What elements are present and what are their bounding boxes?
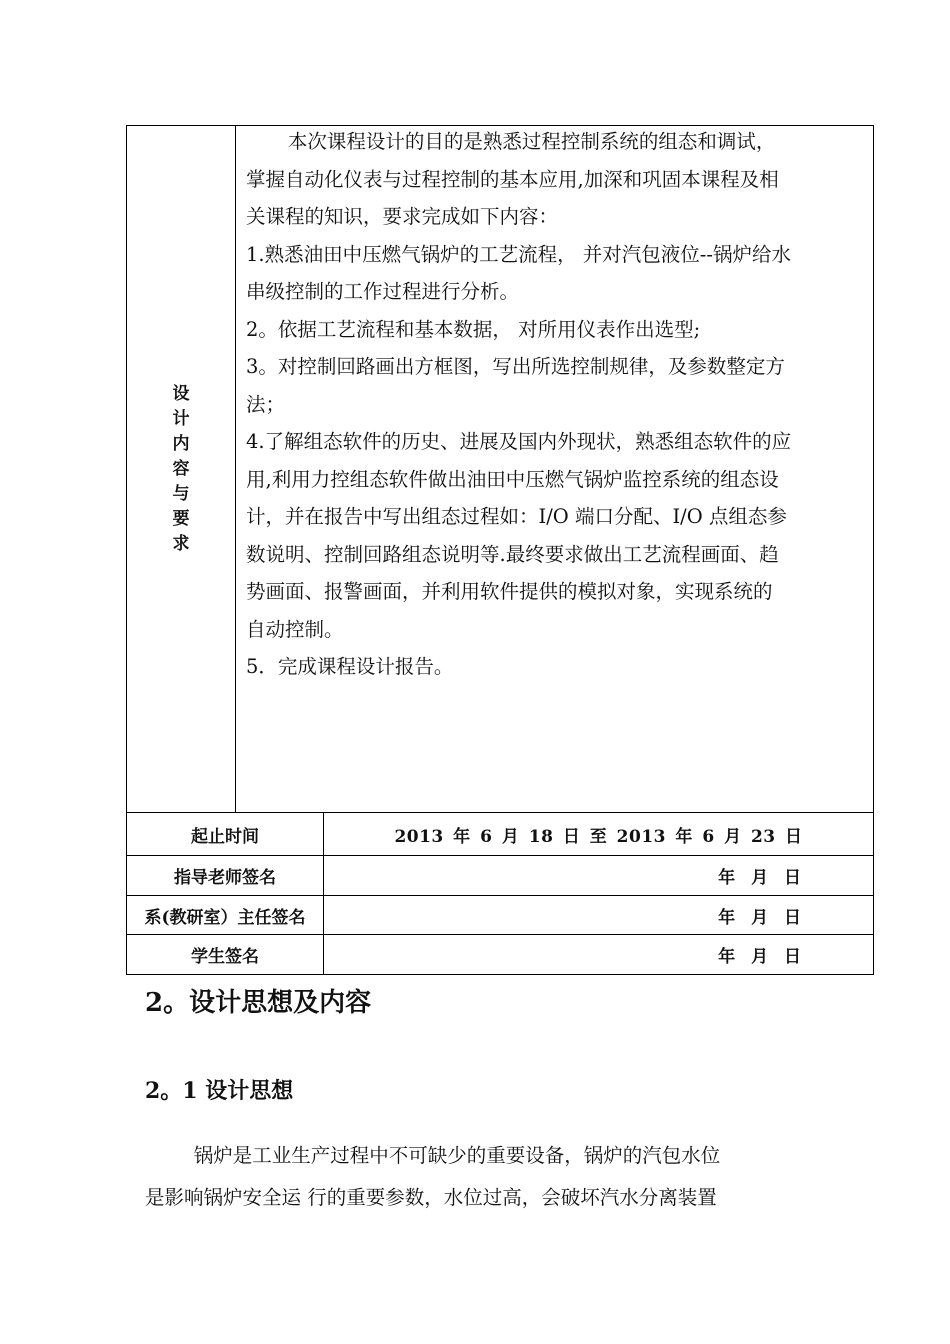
- content-line: 1.熟悉油田中压燃气锅炉的工艺流程， 并对汽包液位--锅炉给水: [246, 242, 791, 266]
- content-line: 2。依据工艺流程和基本数据， 对所用仪表作出选型;: [246, 317, 701, 341]
- period-label: 起止时间: [127, 813, 324, 856]
- period-value: 2013 年 6 月 18 日 至 2013 年 6 月 23 日: [324, 813, 874, 856]
- column-divider: [235, 126, 236, 812]
- requirements-label: 设计内容与要求: [172, 383, 190, 554]
- content-line: 关课程的知识，要求完成如下内容：: [246, 205, 559, 228]
- head-date: 年 月 日: [324, 896, 874, 935]
- content-line: 4.了解组态软件的历史、进展及国内外现状，熟悉组态软件的应: [246, 430, 792, 453]
- requirements-label-cell: [127, 126, 235, 812]
- paragraph-line: 锅炉是工业生产过程中不可缺少的重要设备，锅炉的汽包水位: [193, 1144, 721, 1167]
- content-line: 势画面、报警画面，并利用软件提供的模拟对象，实现系统的: [246, 580, 773, 603]
- content-line: 掌握自动化仪表与过程控制的基本应用,加深和巩固本课程及相: [246, 167, 779, 191]
- content-line: 用,利用力控组态软件做出油田中压燃气锅炉监控系统的组态设: [246, 467, 779, 491]
- section-paragraph: [145, 1135, 815, 1219]
- content-line: 自动控制。: [246, 617, 344, 641]
- period-row: [127, 813, 874, 856]
- advisor-row: [127, 856, 874, 896]
- advisor-label: 指导老师签名: [127, 856, 324, 896]
- head-row: [127, 896, 874, 935]
- section-heading: 2。设计思想及内容: [145, 988, 372, 1018]
- content-line: 本次课程设计的目的是熟悉过程控制系统的组态和调试，: [287, 130, 776, 153]
- head-label: 系(教研室）主任签名: [127, 896, 324, 935]
- student-row: [127, 935, 874, 975]
- content-line: 5．完成课程设计报告。: [246, 655, 454, 678]
- advisor-date: 年 月 日: [324, 856, 874, 896]
- signature-table: [126, 812, 874, 975]
- requirements-box: [126, 125, 874, 812]
- student-date: 年 月 日: [324, 935, 874, 975]
- requirements-content: [246, 123, 868, 686]
- section-subheading: 2。1 设计思想: [145, 1078, 294, 1104]
- content-line: 3。对控制回路画出方框图，写出所选控制规律，及参数整定方: [246, 355, 785, 378]
- paragraph-line: 是影响锅炉安全运 行的重要参数，水位过高，会破坏汽水分离装置: [145, 1186, 717, 1209]
- content-line: 法；: [246, 392, 286, 416]
- content-line: 串级控制的工作过程进行分析。: [246, 280, 520, 303]
- content-line: 数说明、控制回路组态说明等.最终要求做出工艺流程画面、趋: [246, 542, 779, 566]
- student-label: 学生签名: [127, 935, 324, 975]
- content-line: 计，并在报告中写出组态过程如：I/O 端口分配、I/O 点组态参: [246, 505, 787, 528]
